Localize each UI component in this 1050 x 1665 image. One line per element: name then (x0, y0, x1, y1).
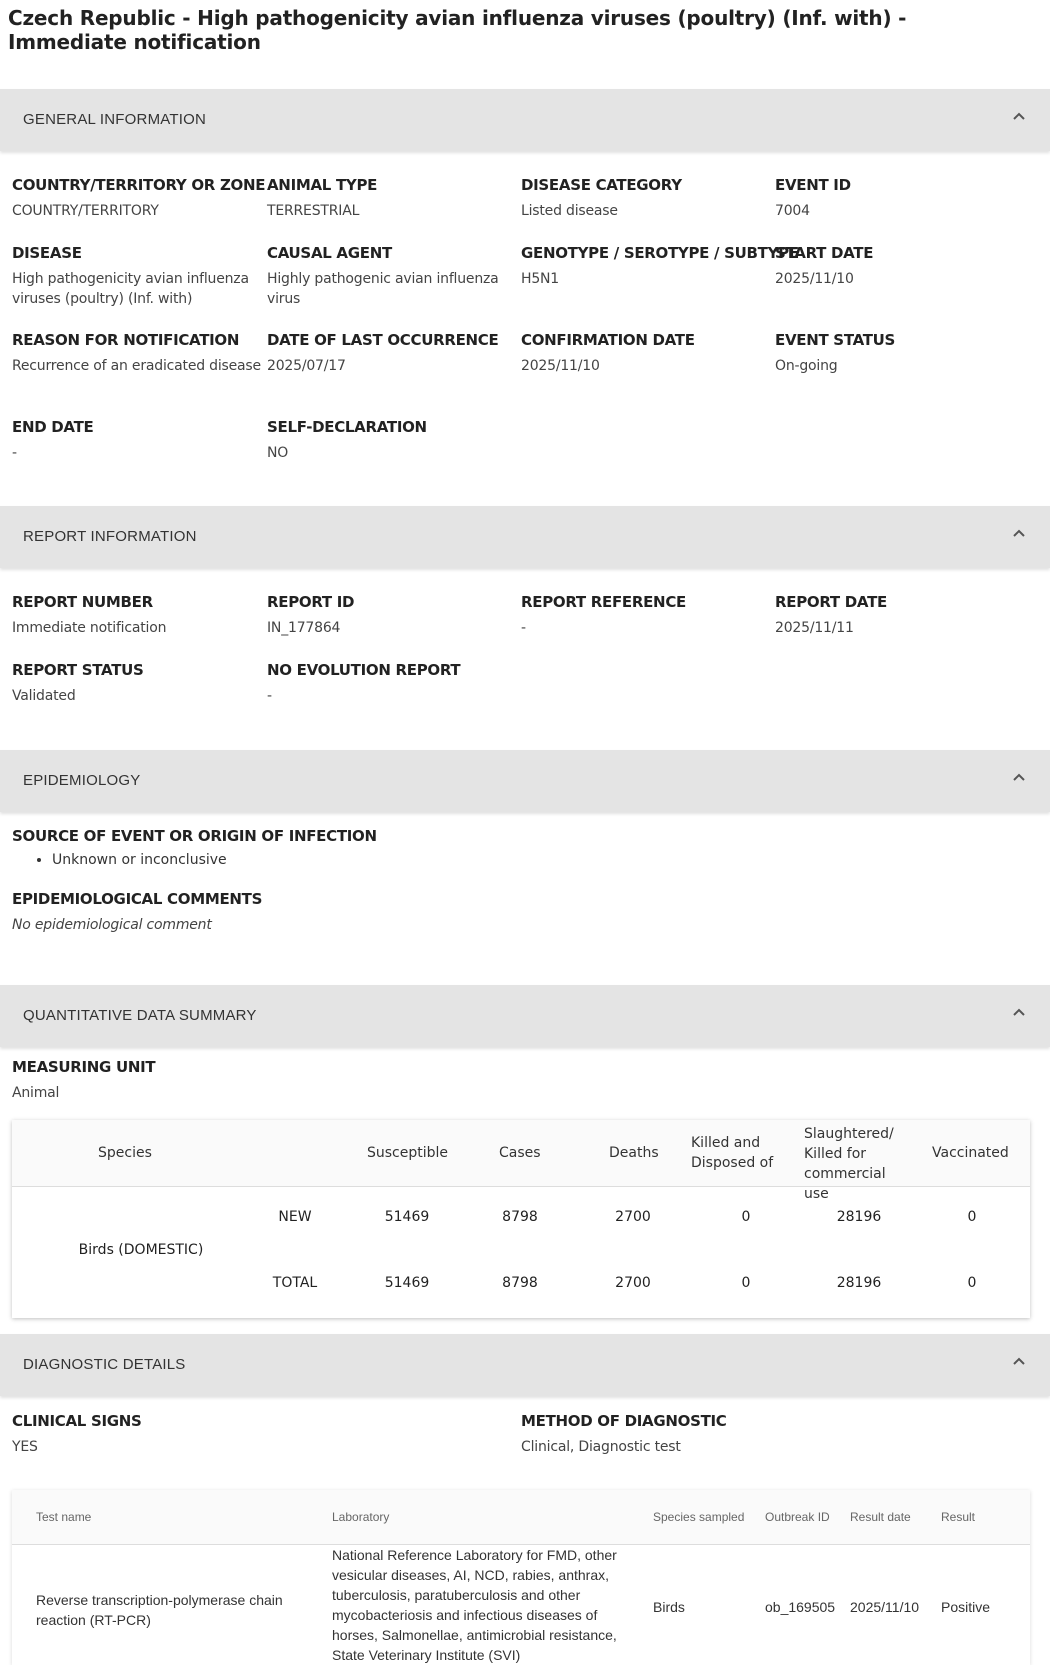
field-last-occurrence (267, 330, 517, 376)
table-header (12, 1120, 1030, 1202)
cell-killed: 0 (741, 1275, 751, 1291)
field-label: END DATE (12, 418, 94, 436)
field-label: NO EVOLUTION REPORT (267, 661, 461, 679)
field-label: METHOD OF DIAGNOSTIC (521, 1412, 727, 1430)
field-label: REPORT ID (267, 593, 355, 611)
field-measuring-unit (12, 1057, 262, 1103)
field-value: YES (12, 1439, 38, 1455)
column-header-killed: Killed and Disposed of (691, 1135, 774, 1171)
list-item: • Unknown or inconclusive (52, 852, 612, 868)
field-causal-agent (267, 243, 517, 309)
field-label: EVENT STATUS (775, 331, 896, 349)
field-report-status (12, 660, 262, 706)
cell-date: 2025/11/10 (850, 1599, 920, 1615)
field-value: Animal (12, 1085, 60, 1101)
row-type: TOTAL (272, 1275, 318, 1291)
section-header-quantitative[interactable] (0, 985, 1050, 1047)
field-value: 2025/11/10 (775, 271, 854, 287)
cell-killed: 0 (741, 1209, 751, 1225)
cell-outbreak: ob_169505 (765, 1599, 836, 1615)
field-value: 2025/11/10 (521, 358, 600, 374)
field-label: GENOTYPE / SEROTYPE / SUBTYPE (521, 244, 799, 262)
field-label: DISEASE (12, 244, 82, 262)
field-value: 2025/11/11 (775, 620, 854, 636)
field-label: REASON FOR NOTIFICATION (12, 331, 240, 349)
field-label: START DATE (775, 244, 874, 262)
cell-species: Birds (653, 1599, 685, 1615)
field-no-evolution (267, 660, 517, 706)
cell-vaccinated: 0 (967, 1209, 977, 1225)
cell-cases: 8798 (502, 1209, 538, 1225)
cell-deaths: 2700 (615, 1209, 651, 1225)
column-header-test: Test name (36, 1510, 92, 1524)
field-self-declaration (267, 417, 517, 463)
cell-result: Positive (941, 1599, 991, 1615)
row-type: NEW (278, 1209, 312, 1225)
column-header-date: Result date (850, 1510, 911, 1524)
field-value: - (267, 688, 272, 704)
cell-lab: National Reference Laboratory for FMD, other vesicular diseases, AI, NCD, rabies, anthrax, tuberculosis, paratuberculosis and other mycobacteriosis and infectious diseases of horses, Salmonellae, antimicrobial resistance, State Veterinary Institute (SVI) (332, 1547, 617, 1663)
chevron-up-icon[interactable] (1008, 1001, 1030, 1023)
field-report-reference (521, 592, 771, 638)
field-label: COUNTRY/TERRITORY OR ZONE (12, 176, 266, 194)
field-report-number (12, 592, 262, 638)
column-header-vaccinated: Vaccinated (932, 1145, 1009, 1161)
field-label: SELF-DECLARATION (267, 418, 427, 436)
column-header-outbreak: Outbreak ID (765, 1510, 830, 1524)
cell-cases: 8798 (502, 1275, 538, 1291)
field-value: Highly pathogenic avian influenza virus (267, 271, 499, 307)
column-header-cases: Cases (499, 1145, 541, 1161)
field-value: Immediate notification (12, 620, 167, 636)
field-epi-comments (12, 889, 612, 935)
field-disease-category (521, 175, 771, 221)
species-cell: Birds (DOMESTIC) (78, 1242, 204, 1258)
section-title: GENERAL INFORMATION (23, 111, 206, 128)
field-label: DATE OF LAST OCCURRENCE (267, 331, 499, 349)
section-header-diagnostic[interactable] (0, 1334, 1050, 1396)
field-value: No epidemiological comment (12, 917, 212, 933)
field-report-date (775, 592, 1025, 638)
cell-test: Reverse transcription-polymerase chain reaction (RT-PCR) (36, 1592, 283, 1628)
chevron-up-icon[interactable] (1008, 1350, 1030, 1372)
section-header-general[interactable] (0, 89, 1050, 151)
diagnostic-table (12, 1490, 1030, 1665)
field-value: Clinical, Diagnostic test (521, 1439, 681, 1455)
field-start-date (775, 243, 1025, 289)
field-value: TERRESTRIAL (267, 203, 360, 219)
field-end-date (12, 417, 262, 463)
field-label: MEASURING UNIT (12, 1058, 156, 1076)
page-title: Czech Republic - High pathogenicity avian influenza viruses (poultry) (Inf. with) - Immediate notification (8, 6, 907, 54)
section-title: REPORT INFORMATION (23, 528, 197, 545)
column-header-species: Species (98, 1145, 152, 1161)
field-value: High pathogenicity avian influenza viruses (poultry) (Inf. with) (12, 271, 249, 307)
column-header-susceptible: Susceptible (367, 1145, 449, 1161)
cell-slaughtered: 28196 (836, 1275, 882, 1291)
table-header (12, 1490, 1030, 1545)
field-label: EPIDEMIOLOGICAL COMMENTS (12, 890, 263, 908)
field-country (12, 175, 266, 221)
field-value: 7004 (775, 203, 810, 219)
cell-deaths: 2700 (615, 1275, 651, 1291)
field-event-status (775, 330, 1025, 376)
field-report-id (267, 592, 517, 638)
field-genotype (521, 243, 799, 289)
field-label: DISEASE CATEGORY (521, 176, 682, 194)
field-value: Listed disease (521, 203, 618, 219)
field-label: ANIMAL TYPE (267, 176, 378, 194)
column-header-slaughtered: Slaughtered/ Killed for commercial use (804, 1126, 894, 1202)
field-animal-type (267, 175, 517, 221)
field-label: REPORT DATE (775, 593, 887, 611)
field-clinical-signs (12, 1411, 262, 1457)
section-title: EPIDEMIOLOGY (23, 772, 141, 789)
field-label: CLINICAL SIGNS (12, 1412, 142, 1430)
field-label: REPORT STATUS (12, 661, 144, 679)
field-value: Recurrence of an eradicated disease (12, 358, 261, 374)
field-value: COUNTRY/TERRITORY (12, 203, 159, 219)
section-title: QUANTITATIVE DATA SUMMARY (23, 1007, 257, 1024)
field-value: On-going (775, 358, 838, 374)
column-header-species: Species sampled (653, 1510, 745, 1524)
field-value: - (521, 620, 526, 636)
field-reason (12, 330, 262, 376)
cell-susceptible: 51469 (384, 1275, 430, 1291)
chevron-up-icon[interactable] (1008, 522, 1030, 544)
field-label: REPORT REFERENCE (521, 593, 686, 611)
field-value: - (12, 445, 17, 461)
field-label: CONFIRMATION DATE (521, 331, 695, 349)
column-header-lab: Laboratory (332, 1510, 390, 1524)
field-disease (12, 243, 262, 309)
field-value: 2025/07/17 (267, 358, 346, 374)
cell-vaccinated: 0 (967, 1275, 977, 1291)
section-header-report[interactable] (0, 506, 1050, 568)
field-label: EVENT ID (775, 176, 851, 194)
column-header-result: Result (941, 1510, 976, 1524)
field-value: NO (267, 445, 289, 461)
field-label: REPORT NUMBER (12, 593, 153, 611)
field-method-diagnostic (521, 1411, 921, 1457)
section-header-epidemiology[interactable] (0, 750, 1050, 812)
field-event-id (775, 175, 1025, 221)
chevron-up-icon[interactable] (1008, 105, 1030, 127)
field-value: IN_177864 (267, 620, 341, 636)
section-title: DIAGNOSTIC DETAILS (23, 1356, 186, 1373)
field-confirmation-date (521, 330, 771, 376)
field-value: Validated (12, 688, 76, 704)
column-header-deaths: Deaths (609, 1145, 659, 1161)
field-source (12, 826, 612, 868)
chevron-up-icon[interactable] (1008, 766, 1030, 788)
field-label: SOURCE OF EVENT OR ORIGIN OF INFECTION (12, 827, 377, 845)
field-value: H5N1 (521, 271, 560, 287)
field-label: CAUSAL AGENT (267, 244, 392, 262)
cell-slaughtered: 28196 (836, 1209, 882, 1225)
cell-susceptible: 51469 (384, 1209, 430, 1225)
quantitative-table (12, 1120, 1030, 1318)
